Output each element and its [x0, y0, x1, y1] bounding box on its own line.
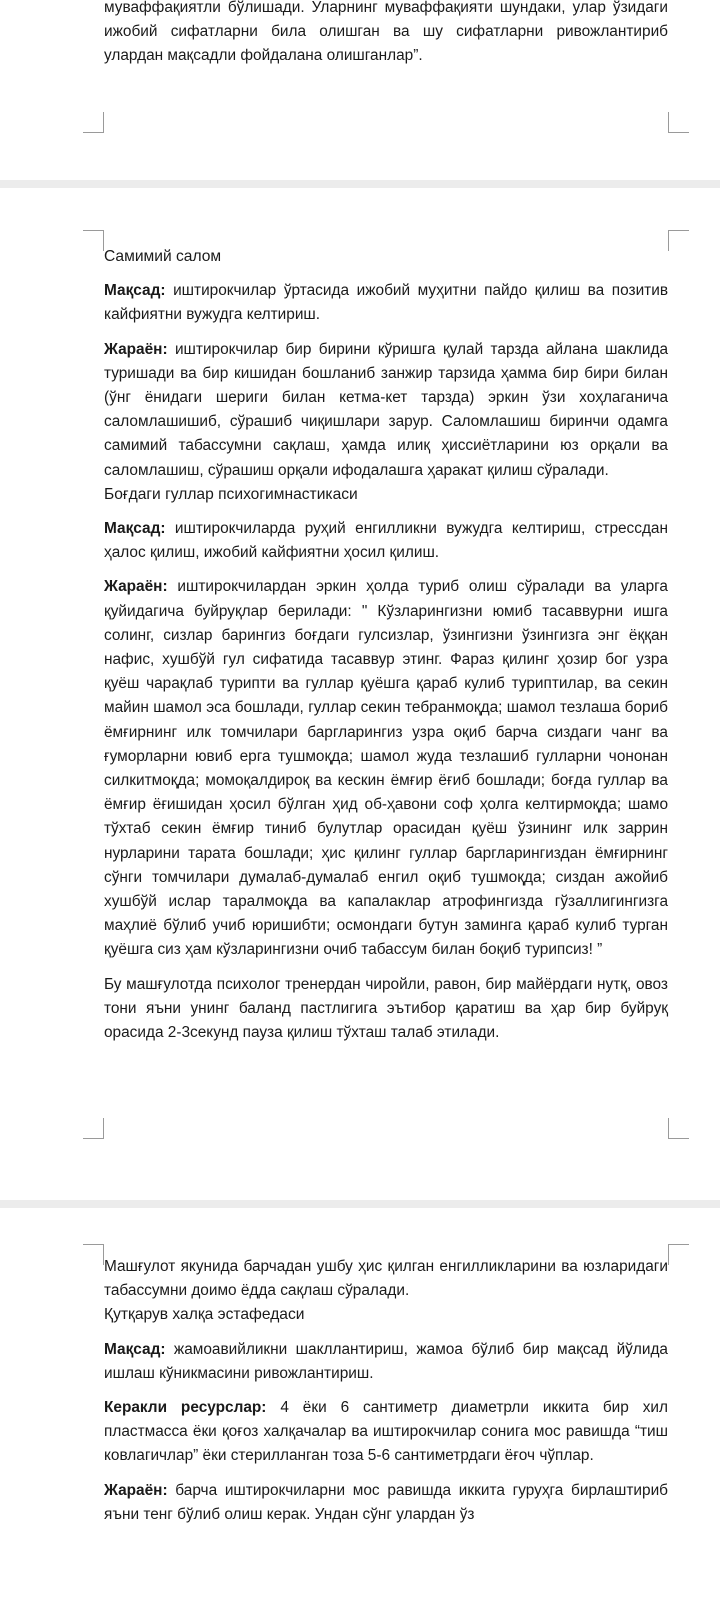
process-text: иштирокчилар бир бирини кўришга қулай тарзда айлана шаклида туришади ва бир кишидан бошланиб занжир тарзида ҳамма бир бири билан (ўнг ёнидаги шериги билан кетма-кет тарзда) эркин ўзи хоҳлаганича саломлашишиб, сўрашиб чиқишлари зарур. Саломлашиш биринчи одамга самимий табассумни сақлаш, ҳамда илиқ ҳиссиётларини юз орқали ва саломлашиш, сўрашиш орқали ифодалашга ҳаракат қилиш сўралади. — [104, 340, 668, 479]
continuation-paragraph: Машғулот якунида барчадан ушбу ҳис қилган енгилликларини ва юзларидаги табассумни доимо ёдда сақлаш сўралади. — [104, 1258, 668, 1300]
goal-text: иштирокчиларда руҳий енгилликни вужудга келтириш, стрессдан ҳалос қилиш, ижобий кайфиятни ҳосил қилиш. — [104, 520, 668, 562]
paragraph: муваффақиятли бўлишади. Уларнинг муваффақияти шундаки, улар ўзидаги ижобий сифатларни била олишган ва шу сифатларни ривожлантириб улардан мақсадли фойдалана олишганлар”. — [104, 0, 668, 65]
margin-corner-mark — [668, 1118, 689, 1139]
margin-corner-mark — [83, 230, 104, 251]
process-paragraph — [104, 338, 668, 483]
process-label: Жараён: — [104, 578, 168, 596]
goal-text: жамоавийликни шакллантириш, жамоа бўлиб бир мақсад йўлида ишлаш кўникмасини ривожлантириш. — [104, 1340, 668, 1382]
goal-label: Мақсад: — [104, 520, 166, 538]
process-text: барча иштирокчиларни мос равишда иккита гуруҳга бирлаштириб яъни тенг бўлиб олиш керак. Ундан сўнг улардан ўз — [104, 1481, 668, 1523]
process-label: Жараён: — [104, 1481, 168, 1499]
goal-text: иштирокчилар ўртасида ижобий муҳитни пайдо қилиш ва позитив кайфиятни вужудга келтириш. — [104, 282, 668, 324]
page-1-text — [104, 0, 668, 69]
section-title: Самимий салом — [104, 248, 222, 265]
section-title: Қутқарув халқа эстафедаси — [104, 1306, 305, 1324]
margin-corner-mark — [83, 1244, 104, 1265]
document-page-3 — [0, 1208, 720, 1612]
document-page-1 — [0, 0, 720, 180]
goal-label: Мақсад: — [104, 1340, 166, 1358]
document-page-2 — [0, 188, 720, 1200]
margin-corner-mark — [668, 1244, 689, 1265]
margin-corner-mark — [83, 112, 104, 133]
resources-text: 4 ёки 6 сантиметр диаметрли иккита бир хил пластмасса ёки қоғоз халқачалар ва иштирокчилар сонига мос равишда “тиш ковлагичлар” ёки стерилланган тоза 5-6 сантиметрдаги ёғоч чўплар. — [104, 1399, 668, 1465]
goal-paragraph — [104, 517, 668, 565]
goal-paragraph — [104, 1338, 668, 1386]
margin-corner-mark — [668, 230, 689, 251]
process-label: Жараён: — [104, 340, 168, 358]
process-paragraph — [104, 1479, 668, 1527]
resources-label: Керакли ресурслар: — [104, 1399, 267, 1417]
process-paragraph — [104, 575, 668, 962]
margin-corner-mark — [83, 1118, 104, 1139]
goal-paragraph — [104, 279, 668, 327]
process-text: иштирокчилардан эркин ҳолда туриб олиш сўралади ва уларга қуйидагича буйруқлар берилади: " Кўзларингизни юмиб тасаввурни ишга солинг, сизлар барингиз боғдаги гулсизлар, ўзингизни ўзингизга энг ёққан нафис, хушбўй гул сифатида тасаввур этинг. Фараз қилинг ҳозир бог узра қуёш чарақлаб турипти ва гуллар қуёшга қараб кулиб туриптилар, ва секин майин шамол эса бошлади, гуллар секин тебранмоқда; шамол тезлаша бориб ёмғирнинг илк томчилари баргларингиз узра оқиб барча сиздаги чанг ва ғуморларни ювиб ерга тушмоқда; шамол жуда тезлашиб гулларни чононан силкитмоқда; момоқалдироқ ва кескин ёмғир ёғиб бошлади; боғда гуллар ва ёмғир ёғишидан ҳосил бўлган ҳид об-ҳавони соф ҳолга келтирмоқда; шамо тўхтаб секин ёмғир тиниб булутлар орасидан қуёш ўзининг илк заррин нурларини тарата бошлади; ҳис қилинг гуллар баргларингиздан ёмғирнинг сўнги томчилари думалаб-думалаб енгил оқиб тушмоқда; сиздан ажойиб хушбўй ислар таралмоқда ва капалаклар атрофингизда гўзаллигингизга маҳлиё бўлиб учиб юришибти; осмондаги бутун заминга қараб кулиб турган қуёшга сиз ҳам кўзларингизни очиб табассум билан боқиб турипсиз! ” — [104, 578, 668, 959]
resources-paragraph — [104, 1396, 668, 1469]
page-2-text — [104, 245, 668, 1045]
note-paragraph: Бу машғулотда психолог тренердан чиройли, равон, бир майёрдаги нутқ, овоз тони яъни унинг баланд пастлигига эътибор қаратиш ва ҳар бир буйруқ орасида 2-3секунд пауза қилиш тўхташ талаб этилади. — [104, 975, 668, 1042]
section-title: Боғдаги гуллар психогимнастикаси — [104, 485, 358, 503]
goal-label: Мақсад: — [104, 282, 166, 300]
margin-corner-mark — [668, 112, 689, 133]
page-3-text — [104, 1255, 668, 1527]
